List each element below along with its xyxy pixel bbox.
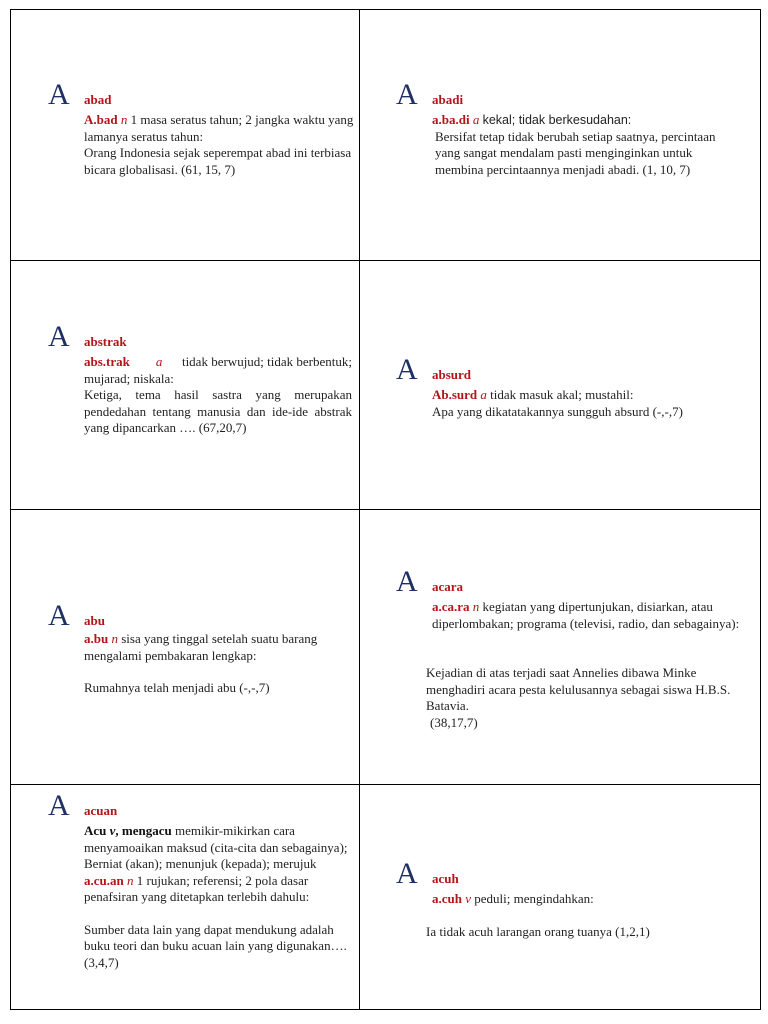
- part-of-speech: n: [126, 872, 134, 888]
- card-header: [396, 859, 746, 893]
- card-acara: [396, 565, 756, 730]
- part-of-speech-root: v: [109, 823, 116, 838]
- definition: sisa yang tinggal setelah suatu barang mengalami pembakaran lengkap:: [84, 631, 318, 663]
- card-letter: A: [396, 353, 418, 386]
- card-acuan: [48, 789, 353, 970]
- definition-line-2: [84, 873, 354, 906]
- headword: a.cu.an: [84, 872, 124, 888]
- card-acuh: [396, 857, 746, 939]
- grid-divider-1: [11, 260, 760, 261]
- definition-line: [432, 891, 742, 908]
- headword: abs.trak: [84, 354, 130, 369]
- card-body: [84, 823, 354, 971]
- headword: a.cuh: [432, 891, 462, 906]
- definition: tidak masuk akal; mustahil:: [490, 387, 634, 402]
- example: Sumber data lain yang dapat mendukung adalah buku teori dan buku acuan lain yang digunakan…. (3,4,7): [84, 921, 347, 970]
- part-of-speech: n: [472, 599, 480, 614]
- headword: a.bu: [84, 631, 109, 646]
- part-of-speech: a: [155, 354, 163, 369]
- card-word: acuan: [84, 803, 118, 818]
- card-body: [84, 354, 352, 437]
- card-body: [432, 891, 742, 908]
- definition: kegiatan yang dipertunjukan, disiarkan, atau diperlombakan; programa (televisi, radio, dan sebagainya):: [432, 599, 740, 631]
- card-header: [48, 601, 353, 635]
- definition-line: [84, 354, 352, 387]
- part-of-speech: v: [465, 891, 472, 906]
- card-letter: A: [396, 857, 418, 890]
- definition: kekal; tidak berkesudahan:: [482, 113, 632, 127]
- card-word: abstrak: [84, 334, 127, 349]
- card-word: abu: [84, 613, 105, 628]
- headword: a.ca.ra: [432, 599, 470, 614]
- card-header: [48, 80, 353, 114]
- example: Orang Indonesia sejak seperempat abad ini terbiasa bicara globalisasi. (61, 15, 7): [84, 145, 352, 177]
- card-header: [396, 80, 746, 114]
- card-word: abadi: [432, 92, 464, 107]
- card-abadi: [396, 78, 746, 177]
- card-header: [48, 322, 353, 356]
- definition: peduli; mengindahkan:: [474, 891, 594, 906]
- example: Apa yang dikatatakannya sungguh absurd (-,-,7): [432, 403, 683, 419]
- definition: 1 masa seratus tahun; 2 jangka waktu yang lamanya seratus tahun:: [84, 112, 354, 144]
- card-word: abad: [84, 92, 112, 107]
- card-letter: A: [48, 789, 70, 822]
- card-abu: [48, 599, 353, 695]
- card-word: acara: [432, 579, 464, 594]
- card-letter: A: [396, 565, 418, 598]
- card-header: [396, 567, 756, 601]
- example: Ketiga, tema hasil sastra yang merupakan pendedahan tentang manusia dan ide-ide abstrak yang dipancarkan …. (67,20,7): [84, 387, 352, 435]
- card-word: absurd: [432, 367, 472, 382]
- card-letter: A: [48, 599, 70, 632]
- card-header: [48, 791, 353, 825]
- example: Ia tidak acuh larangan orang tuanya (1,2,1): [426, 924, 650, 939]
- part-of-speech: a: [472, 112, 480, 127]
- definition: 1 rujukan; referensi; 2 pola dasar penafsiran yang ditetapkan terlebih dahulu:: [84, 872, 310, 904]
- headword: A.bad: [84, 112, 118, 127]
- card-header: [396, 355, 746, 389]
- card-letter: A: [48, 320, 70, 353]
- headword-root: Acu: [84, 823, 107, 838]
- grid-divider-2: [11, 509, 760, 510]
- definition-line: [432, 599, 752, 632]
- definition-line: [432, 387, 742, 404]
- definition: tidak berwujud; tidak berbentuk; mujarad; niskala:: [84, 354, 353, 386]
- card-letter: A: [48, 78, 70, 111]
- definition-line: [84, 631, 354, 664]
- example-block: [426, 924, 746, 941]
- example: Bersifat tetap tidak berubah setiap saatnya, percintaan yang sangat mendalam pasti menginginkan untuk membina percintaannya menjadi abadi. (1, 10, 7): [435, 128, 716, 177]
- card-abstrak: [48, 320, 353, 435]
- card-body: [432, 387, 742, 420]
- example: Rumahnya telah menjadi abu (-,-,7): [84, 680, 270, 695]
- part-of-speech: n: [120, 112, 128, 127]
- headword: a.ba.di: [432, 112, 470, 127]
- grid-divider-3: [11, 784, 760, 785]
- card-abad: [48, 78, 354, 177]
- card-word: acuh: [432, 871, 459, 886]
- definition-line: [84, 112, 354, 145]
- card-absurd: [396, 353, 746, 419]
- source: (38,17,7): [430, 714, 478, 730]
- card-body: [432, 599, 752, 632]
- example-block: [426, 665, 756, 731]
- definition-line-1: [84, 823, 354, 873]
- card-letter: A: [396, 78, 418, 111]
- card-body: [84, 112, 354, 178]
- part-of-speech: n: [111, 631, 118, 646]
- definition-line: [432, 112, 742, 129]
- example: Kejadian di atas terjadi saat Annelies dibawa Minke menghadiri acara pesta kelulusannya sebagai siswa H.B.S. Batavia.: [426, 665, 731, 713]
- definition-root: memikir-mikirkan cara menyamoaikan maksud (cita-cita dan sebagainya); Berniat (akan); menunjuk (kepada); merujuk: [84, 823, 348, 871]
- card-body: [84, 631, 354, 697]
- part-of-speech: a: [480, 387, 487, 402]
- card-body: [432, 112, 742, 178]
- headword-derived: , mengacu: [115, 823, 172, 838]
- headword: Ab.surd: [432, 387, 478, 402]
